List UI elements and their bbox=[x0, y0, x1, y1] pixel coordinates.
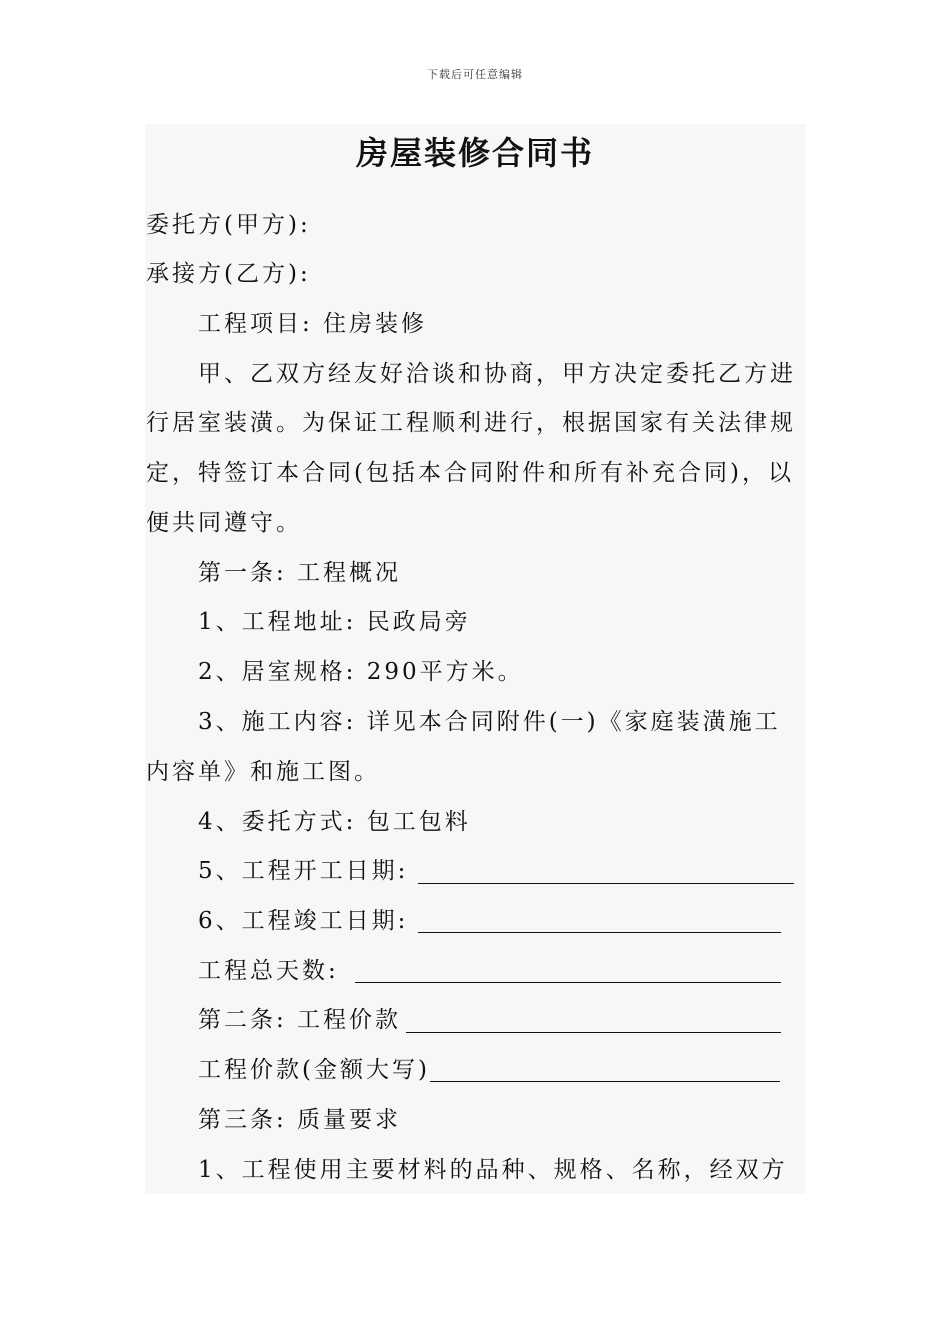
price-words-blank[interactable] bbox=[430, 1081, 780, 1082]
article1-heading: 第一条: 工程概况 bbox=[198, 560, 402, 586]
article1-item1: 1、工程地址: 民政局旁 bbox=[198, 609, 471, 635]
article3-heading: 第三条: 质量要求 bbox=[198, 1107, 402, 1133]
end-date-label: 6、工程竣工日期: bbox=[198, 908, 409, 934]
article1-item3-line2: 内容单》和施工图。 bbox=[146, 759, 380, 785]
total-days-blank[interactable] bbox=[355, 982, 781, 983]
intro-line-2: 行居室装潢。为保证工程顺利进行，根据国家有关法律规 bbox=[146, 410, 796, 436]
document-title: 房屋装修合同书 bbox=[355, 134, 594, 172]
party-b-label: 承接方(乙方): bbox=[146, 261, 311, 287]
price-blank[interactable] bbox=[406, 1032, 781, 1033]
article1-item2: 2、居室规格: 290平方米。 bbox=[198, 659, 524, 685]
end-date-blank[interactable] bbox=[418, 932, 781, 933]
intro-line-1: 甲、乙双方经友好洽谈和协商，甲方决定委托乙方进 bbox=[198, 361, 796, 387]
article1-item3-line1: 3、施工内容: 详见本合同附件(一)《家庭装潢施工 bbox=[198, 709, 781, 735]
intro-line-4: 便共同遵守。 bbox=[146, 510, 302, 536]
price-words-label: 工程价款(金额大写) bbox=[198, 1057, 430, 1083]
total-days-label: 工程总天数: bbox=[198, 958, 339, 984]
header-note: 下载后可任意编辑 bbox=[427, 68, 523, 81]
project-line: 工程项目: 住房装修 bbox=[198, 311, 428, 337]
intro-line-3: 定，特签订本合同(包括本合同附件和所有补充合同)，以 bbox=[146, 460, 794, 486]
article3-item1: 1、工程使用主要材料的品种、规格、名称，经双方 bbox=[198, 1157, 788, 1183]
start-date-blank[interactable] bbox=[418, 883, 794, 884]
start-date-label: 5、工程开工日期: bbox=[198, 858, 409, 884]
party-a-label: 委托方(甲方): bbox=[146, 212, 311, 238]
article1-item4: 4、委托方式: 包工包料 bbox=[198, 809, 471, 835]
article2-heading: 第二条: 工程价款 bbox=[198, 1007, 402, 1033]
